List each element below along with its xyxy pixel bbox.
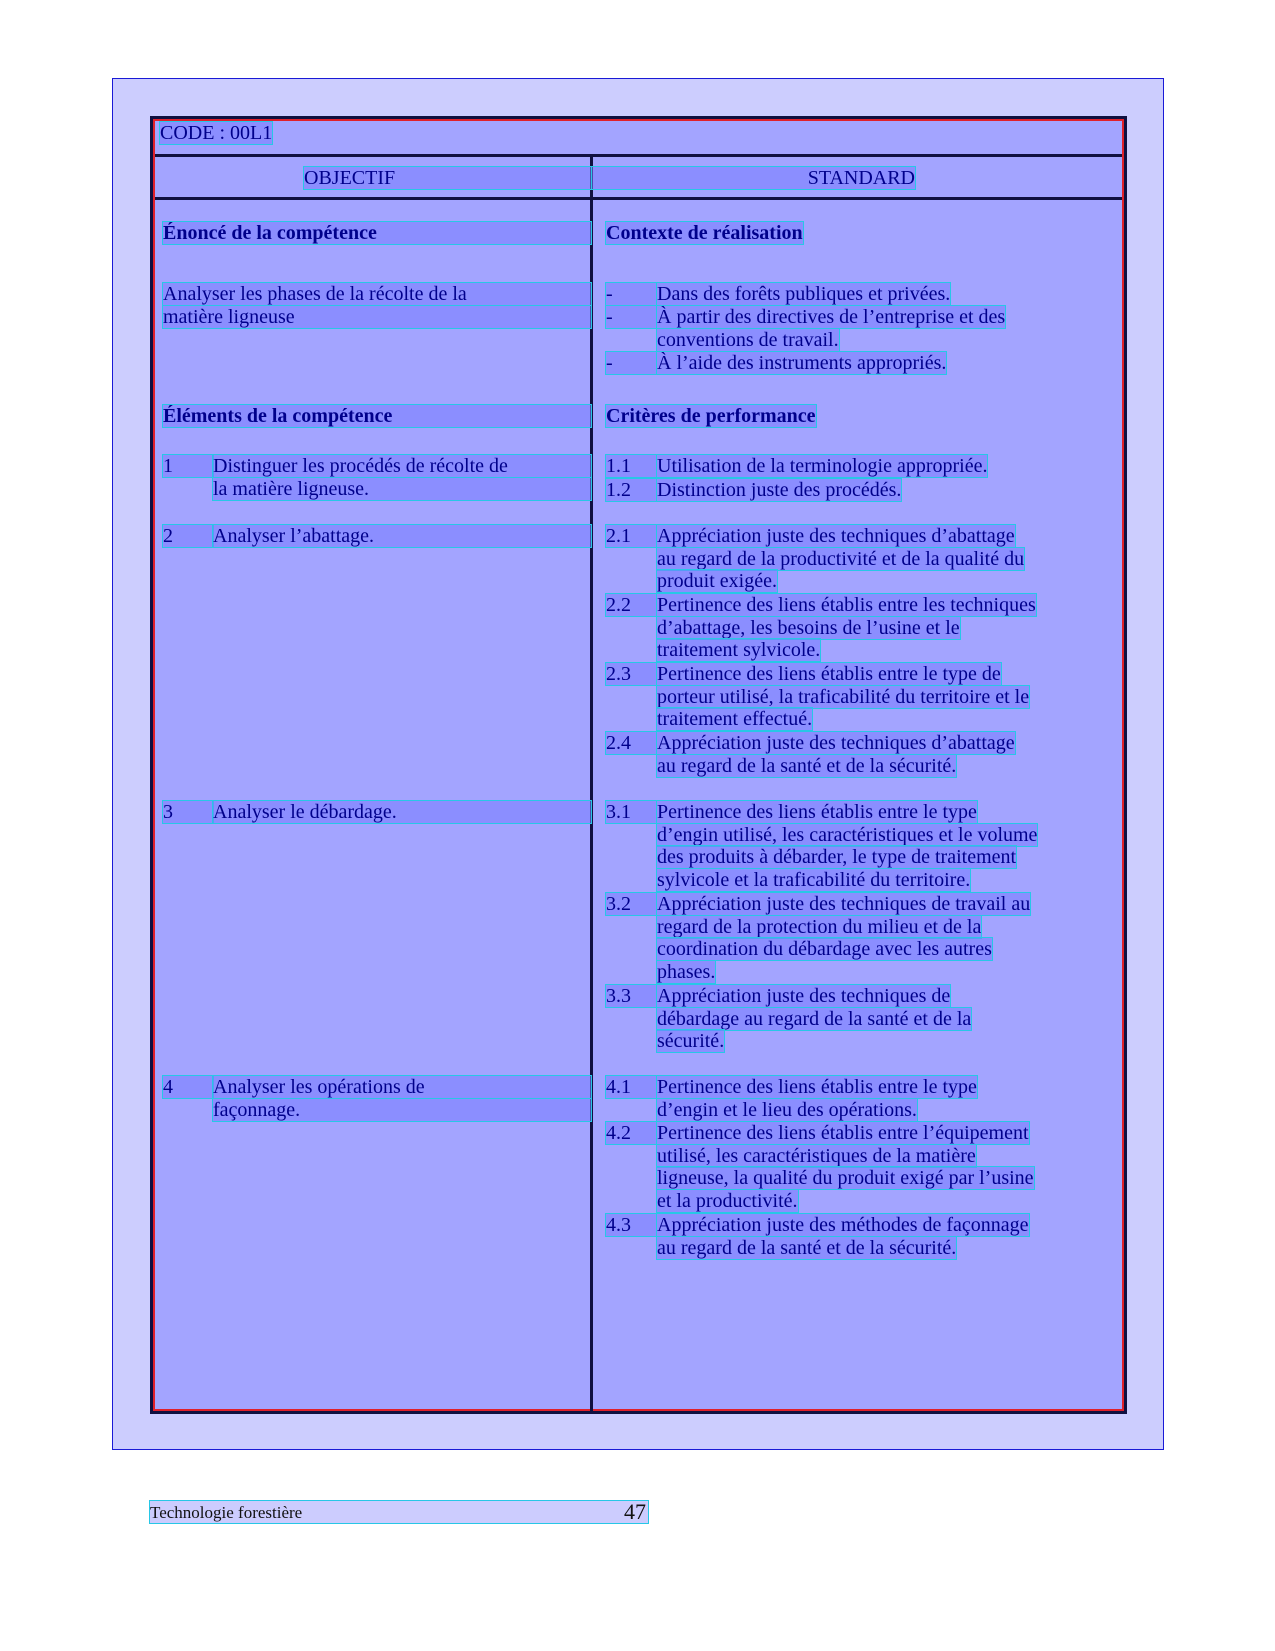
contexte-bullet: - (606, 283, 656, 305)
critere-line: au regard de la santé et de la sécurité. (657, 754, 957, 777)
page-number: 47 (624, 1499, 646, 1524)
contexte-bullet: - (606, 352, 656, 374)
critere-number: 3.3 (606, 985, 656, 1007)
critere-line: phases. (657, 960, 716, 983)
critere-line: des produits à débarder, le type de traitement (657, 846, 1017, 868)
critere-line: coordination du débardage avec les autres (657, 938, 992, 960)
critere-line: d’engin utilisé, les caractéristiques et le volume (657, 823, 1038, 846)
contexte-bullet: - (606, 306, 656, 328)
critere-number: 1.1 (606, 455, 656, 477)
criteres-title: Critères de performance (606, 405, 816, 427)
code-label: CODE : 00L1 (160, 122, 273, 144)
critere-line: d’abattage, les besoins de l’usine et le (657, 616, 960, 639)
critere-number: 1.2 (606, 479, 656, 501)
critere-line: traitement sylvicole. (657, 639, 821, 661)
page-footer (150, 1501, 648, 1523)
critere-number: 3.1 (606, 801, 656, 823)
enonce-line: matière ligneuse (163, 306, 591, 328)
critere-line: Pertinence des liens établis entre l’équipement (657, 1122, 1029, 1144)
critere-line: utilisé, les caractéristiques de la matière (657, 1144, 976, 1167)
enonce-title: Énoncé de la compétence (163, 222, 591, 244)
critere-number: 2.2 (606, 594, 656, 616)
critere-line: Appréciation juste des méthodes de façonnage (657, 1214, 1029, 1236)
contexte-line: À partir des directives de l’entreprise et des (657, 306, 1006, 328)
critere-line: sylvicole et la traficabilité du territoire. (657, 868, 971, 891)
contexte-line: conventions de travail. (657, 328, 839, 351)
critere-line: Appréciation juste des techniques de travail au (657, 893, 1031, 915)
critere-number: 3.2 (606, 893, 656, 915)
element-line: façonnage. (213, 1099, 591, 1121)
critere-line: regard de la protection du milieu et de la (657, 915, 982, 938)
enonce-line: Analyser les phases de la récolte de la (163, 283, 591, 305)
critere-number: 4.3 (606, 1214, 656, 1236)
critere-line: porteur utilisé, la traficabilité du territoire et le (657, 685, 1030, 708)
critere-line: produit exigée. (657, 570, 777, 592)
critere-number: 2.3 (606, 663, 656, 685)
contexte-line: Dans des forêts publiques et privées. (657, 283, 951, 305)
element-line: Analyser le débardage. (213, 801, 591, 823)
element-number: 3 (163, 801, 213, 823)
contexte-line: À l’aide des instruments appropriés. (657, 352, 947, 374)
critere-line: Pertinence des liens établis entre le type (657, 801, 977, 823)
critere-line: Appréciation juste des techniques de (657, 985, 951, 1007)
critere-line: Appréciation juste des techniques d’abattage (657, 732, 1015, 754)
footer-title: Technologie forestière (150, 1503, 303, 1522)
critere-line: Pertinence des liens établis entre le type de (657, 663, 1001, 685)
critere-line: Pertinence des liens établis entre le type (657, 1076, 977, 1098)
critere-line: ligneuse, la qualité du produit exigé par l’usine (657, 1167, 1034, 1189)
contexte-title: Contexte de réalisation (606, 222, 803, 244)
critere-number: 2.1 (606, 525, 656, 547)
element-number: 2 (163, 525, 213, 547)
critere-line: Distinction juste des procédés. (657, 479, 902, 501)
critere-line: sécurité. (657, 1030, 725, 1052)
column-divider (590, 156, 593, 1411)
critere-line: Appréciation juste des techniques d’abattage (657, 525, 1015, 547)
code-divider (155, 154, 1122, 157)
critere-line: d’engin et le lieu des opérations. (657, 1098, 917, 1121)
element-line: la matière ligneuse. (213, 478, 591, 500)
critere-line: au regard de la santé et de la sécurité. (657, 1236, 957, 1259)
objectif-header: OBJECTIF (304, 167, 591, 189)
critere-number: 4.1 (606, 1076, 656, 1098)
standard-header: STANDARD (592, 167, 915, 189)
critere-number: 2.4 (606, 732, 656, 754)
element-number: 4 (163, 1076, 213, 1098)
critere-line: et la productivité. (657, 1189, 798, 1212)
critere-line: au regard de la productivité et de la qualité du (657, 547, 1025, 570)
element-line: Analyser les opérations de (213, 1076, 591, 1098)
critere-line: traitement effectué. (657, 708, 813, 730)
critere-line: Utilisation de la terminologie appropriée. (657, 455, 988, 477)
header-divider (155, 197, 1122, 200)
element-number: 1 (163, 455, 213, 477)
critere-line: débardage au regard de la santé et de la (657, 1007, 972, 1030)
element-line: Analyser l’abattage. (213, 525, 591, 547)
element-line: Distinguer les procédés de récolte de (213, 455, 591, 477)
elements-title: Éléments de la compétence (163, 405, 591, 427)
critere-number: 4.2 (606, 1122, 656, 1144)
critere-line: Pertinence des liens établis entre les techniques (657, 594, 1036, 616)
